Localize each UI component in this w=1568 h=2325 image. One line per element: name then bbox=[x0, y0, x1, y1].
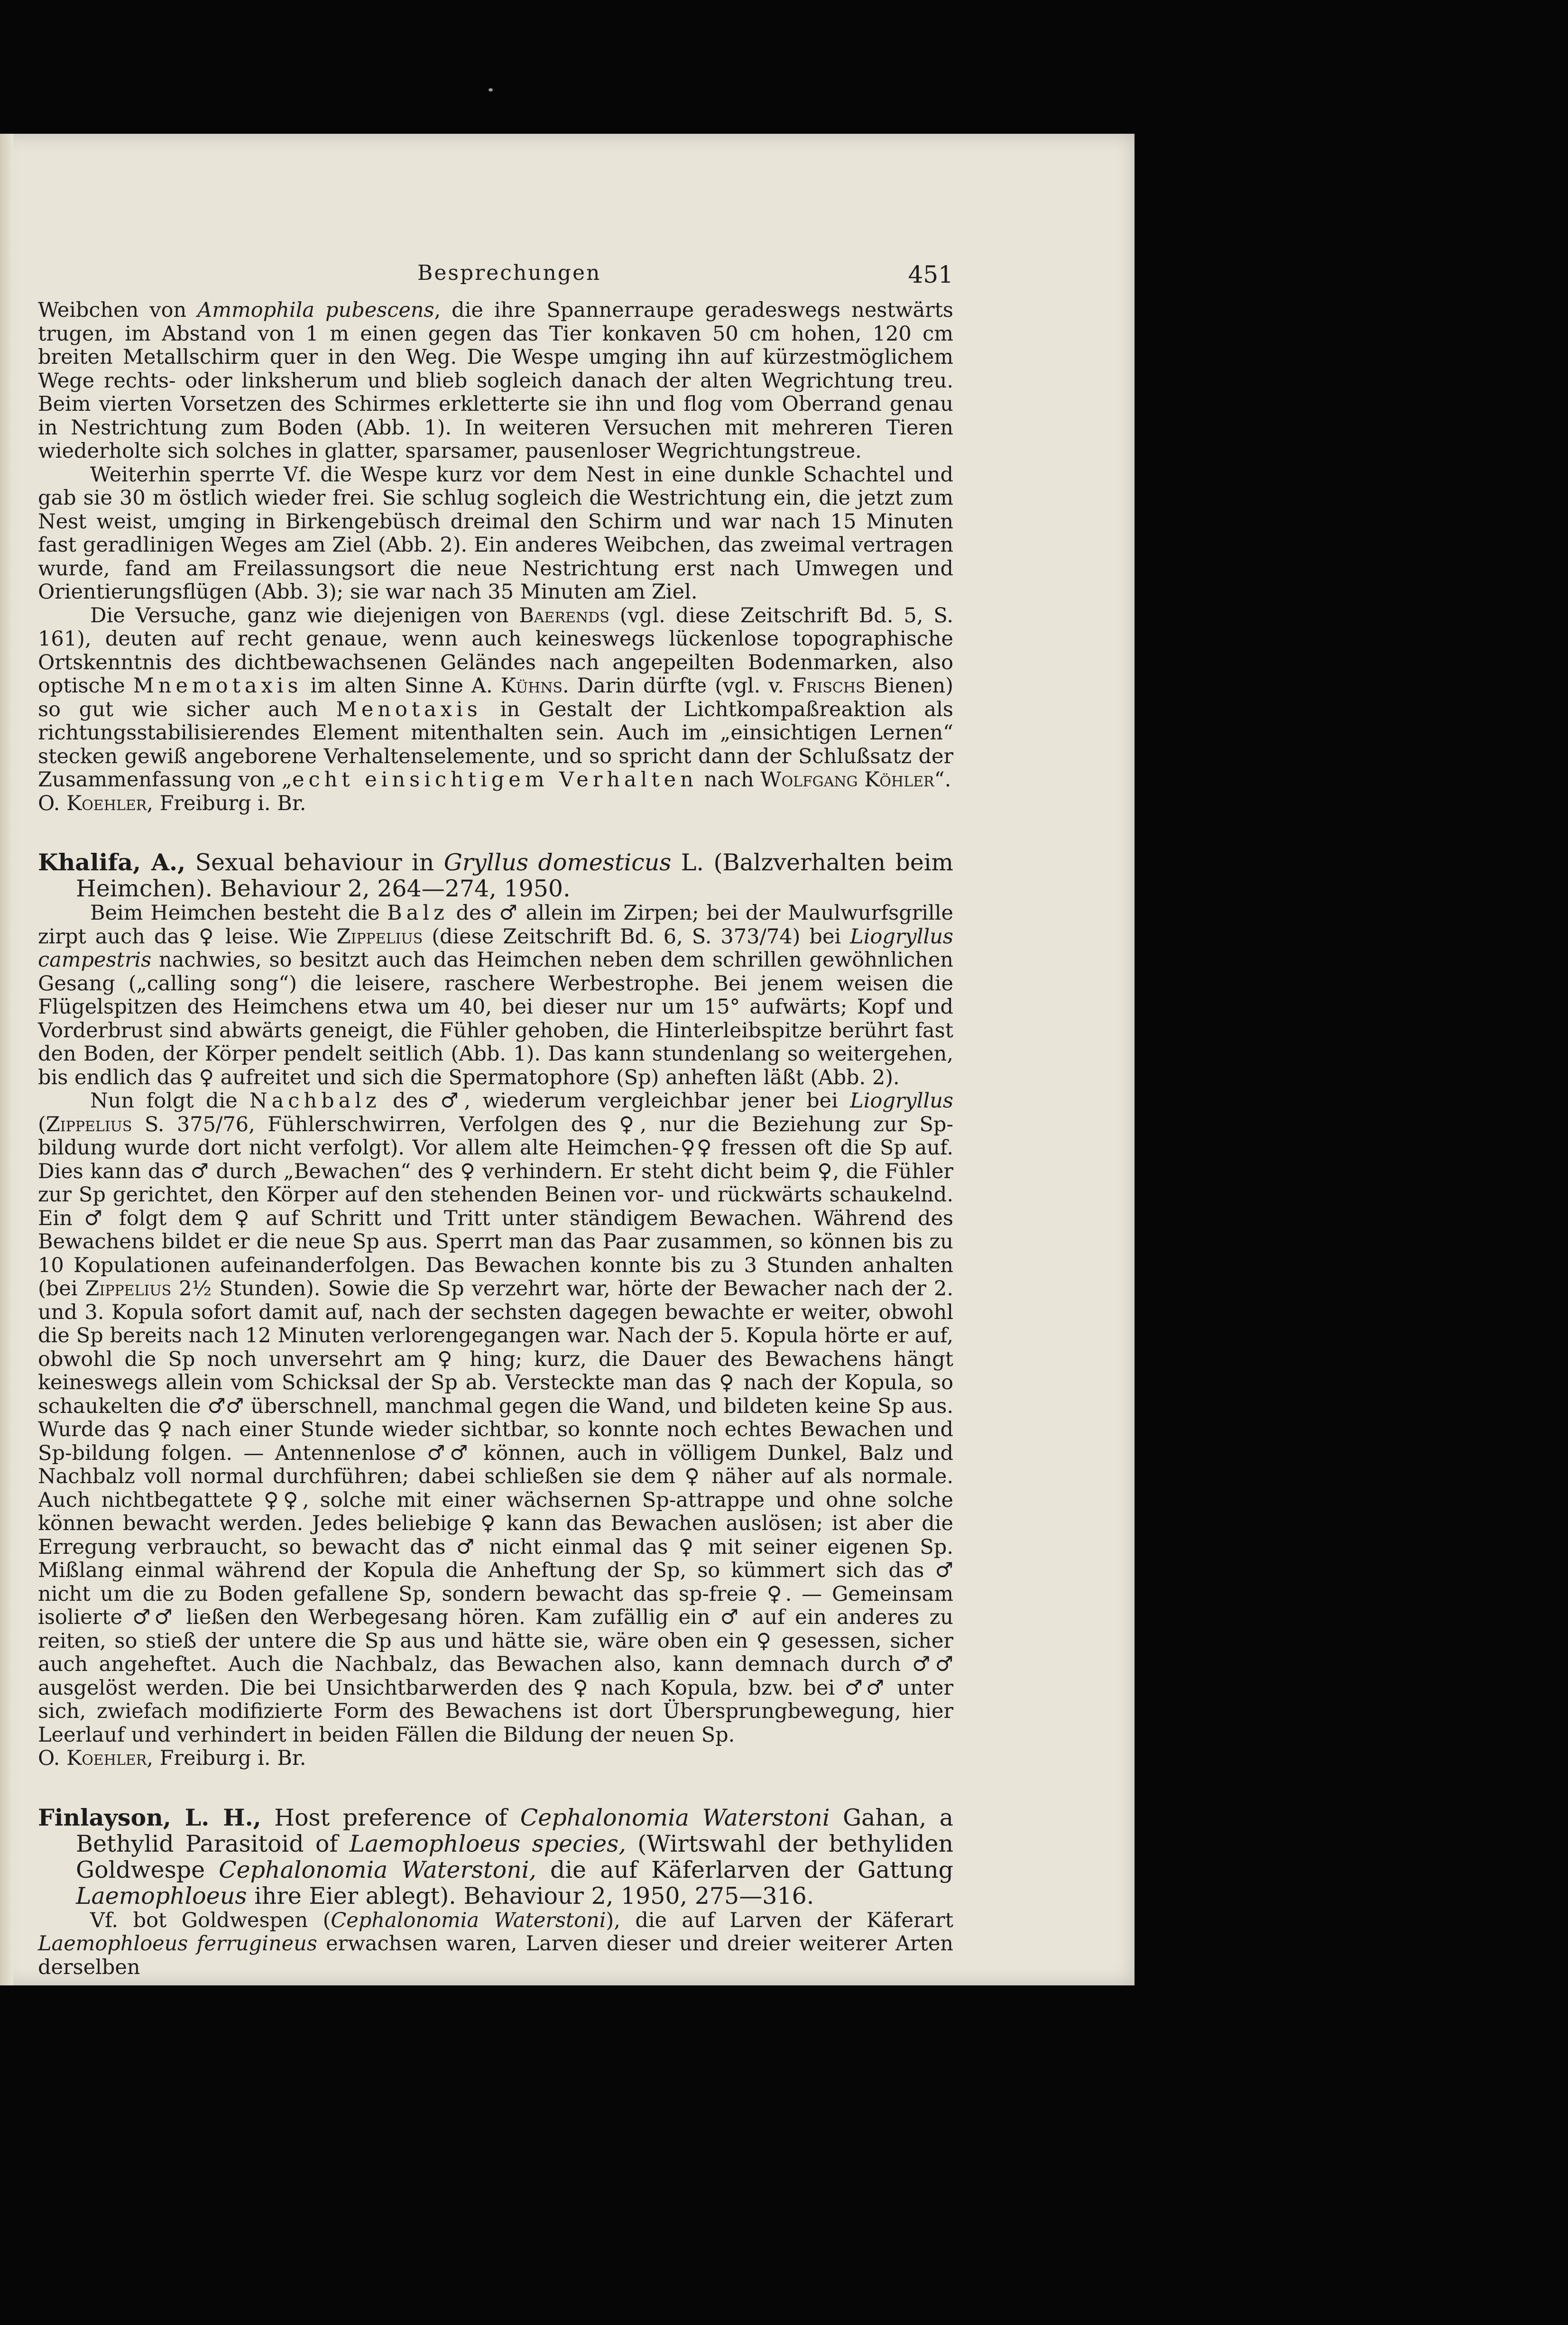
review3-heading: Finlayson, L. H., Host preference of Cephalonomia Waterstoni Gahan, a Bethylid Parasitoid of Laemophloeus species, (Wirtswahl der bethyliden Goldwespe Cephalonomia Waterstoni, die auf Käferlarven der Gattung Laemophloeus ihre Eier ablegt). Behaviour 2, 1950, 275—316. bbox=[38, 1803, 954, 1910]
review2-paragraph-2: Nun folgt die Nachbalz des ♂, wiederum vergleichbar jener bei Liogryllus (Zippelius S. 375/76, Fühlerschwirren, Verfolgen des ♀, nur die Beziehung zur Sp-bildung wurde dort nicht verfolgt). Vor allem alte Heimchen-♀♀ fressen oft die Sp auf. Dies kann das ♂ durch „Bewachen“ des ♀ verhindern. Er steht dicht beim ♀, die Fühler zur Sp gerichtet, den Körper auf den stehenden Beinen vor- und rückwärts schaukelnd. Ein ♂ folgt dem ♀ auf Schritt und Tritt unter ständigem Bewachen. Während des Bewachens bildet er die neue Sp aus. Sperrt man das Paar zusammen, so können bis zu 10 Kopulationen aufeinanderfolgen. Das Bewachen konnte bis zu 3 Stunden anhalten (bei Zippelius 2½ Stunden). Sowie die Sp verzehrt war, hörte der Bewacher nach der 2. und 3. Kopula sofort damit auf, nach der sechsten dagegen bewachte er weiter, obwohl die Sp bereits nach 12 Minuten verlorengegangen war. Nach der 5. Kopula hörte er auf, obwohl die Sp noch unversehrt am ♀ hing; kurz, die Dauer des Bewachens hängt keineswegs allein vom Schicksal der Sp ab. Versteckte man das ♀ nach der Kopula, so schaukelten die ♂♂ überschnell, manchmal gegen die Wand, und bildeten keine Sp aus. Wurde das ♀ nach einer Stunde wieder sichtbar, so konnte noch echtes Bewachen und Sp-bildung folgen. — Antennenlose ♂♂ können, auch in völligem Dunkel, Balz und Nachbalz voll normal durchführen; dabei schließen sie dem ♀ näher auf als normale. Auch nichtbegattete ♀♀, solche mit einer wächsernen Sp-attrappe und ohne solche können bewacht werden. Jedes beliebige ♀ kann das Bewachen auslösen; ist aber die Erregung verbraucht, so bewacht das ♂ nicht einmal das ♀ mit seiner eigenen Sp. Mißlang einmal während der Kopula die Anheftung der Sp, so kümmert sich das ♂ nicht um die zu Boden gefallene Sp, sondern bewacht das sp-freie ♀. — Gemeinsam isolierte ♂♂ ließen den Werbegesang hören. Kam zufällig ein ♂ auf ein anderes zu reiten, so stieß der untere die Sp aus und hätte sie, wäre oben ein ♀ gesessen, sicher auch angeheftet. Auch die Nachbalz, das Bewachen also, kann demnach durch ♂♂ ausgelöst werden. Die bei Unsichtbarwerden des ♀ nach Kopula, bzw. bei ♂♂ unter sich, zwiefach modifizierte Form des Bewachens ist dort Übersprungbewegung, hier Leerlauf und verhindert in beiden Fällen die Bildung der neuen Sp. bbox=[38, 1089, 953, 1747]
review2-paragraph-1: Beim Heimchen besteht die Balz des ♂ allein im Zirpen; bei der Maulwurfsgrille zirpt auch das ♀ leise. Wie Zippelius (diese Zeitschrift Bd. 6, S. 373/74) bei Liogryllus campestris nachwies, so besitzt auch das Heimchen neben dem schrillen gewöhnlichen Gesang („calling song“) die leisere, raschere Werbestrophe. Bei jenem weisen die Flügelspitzen des Heimchens etwa um 40, bei dieser nur um 15° aufwärts; Kopf und Vorderbrust sind abwärts geneigt, die Fühler gehoben, die Hinterleibspitze berührt fast den Boden, der Körper pendelt seitlich (Abb. 1). Das kann stundenlang so weitergehen, bis endlich das ♀ aufreitet und sich die Spermatophore (Sp) anheften läßt (Abb. 2). bbox=[38, 901, 953, 1089]
review3-paragraph-1: Vf. bot Goldwespen (Cephalonomia Waterstoni), die auf Larven der Käferart Laemophloeus ferrugineus erwachsen waren, Larven dieser und dreier weiterer Arten derselben bbox=[38, 1908, 953, 1979]
review2-signature: O. Koehler, Freiburg i. Br. bbox=[38, 1746, 306, 1770]
running-head bbox=[38, 261, 953, 299]
book-page bbox=[0, 134, 1134, 1985]
review1-paragraph-1: Weibchen von Ammophila pubescens, die ihre Spannerraupe geradeswegs nestwärts trugen, im Abstand von 1 m einen gegen das Tier konkaven 50 cm hohen, 120 cm breiten Metallschirm quer in den Weg. Die Wespe umging ihn auf kürzestmöglichem Wege rechts- oder linksherum und blieb sogleich danach der alten Wegrichtung treu. Beim vierten Vorsetzen des Schirmes erkletterte sie ihn und flog vom Oberrand genau in Nestrichtung zum Boden (Abb. 1). In weiteren Versuchen mit mehreren Tieren wiederholte sich solches in glatter, sparsamer, pausenloser Wegrichtungstreue. bbox=[38, 298, 953, 463]
dust-speck bbox=[489, 88, 493, 92]
page-content bbox=[38, 261, 953, 1979]
review2-heading: Khalifa, A., Sexual behaviour in Gryllus domesticus L. (Balzverhalten beim Heimchen). Behaviour 2, 264—274, 1950. bbox=[38, 849, 953, 902]
review1-paragraph-2: Weiterhin sperrte Vf. die Wespe kurz vor dem Nest in eine dunkle Schachtel und gab sie 30 m östlich wieder frei. Sie schlug sogleich die Westrichtung ein, die jetzt zum Nest weist, umging in Birkengebüsch dreimal den Schirm und war nach 15 Minuten fast geradlinigen Weges am Ziel (Abb. 2). Ein anderes Weibchen, das zweimal vertragen wurde, fand am Freilassungsort die neue Nestrichtung erst nach Umwegen und Orientierungsflügen (Abb. 3); sie war nach 35 Minuten am Ziel. bbox=[38, 462, 953, 604]
running-head-title: Besprechungen bbox=[417, 261, 601, 285]
review1-paragraph-3: Die Versuche, ganz wie diejenigen von Baerends (vgl. diese Zeitschrift Bd. 5, S. 161), deuten auf recht genaue, wenn auch keineswegs lückenlose topographische Ortskenntnis des dichtbewachsenen Geländes nach angepeilten Bodenmarken, also optische Mnemotaxis im alten Sinne A. Kühns. Darin dürfte (vgl. v. Frischs Bienen) so gut wie sicher auch Menotaxis in Gestalt der Lichtkompaßreaktion als richtungsstabilisierendes Element mitenthalten sein. Auch im „einsichtigen Lernen“ stecken gewiß angeborene Verhaltenselemente, und so spricht dann der Schlußsatz der Zusammenfassung von „echt einsichtigem Verhalten nach Wolfgang Köhler“. bbox=[38, 603, 953, 792]
page-edge-shadow bbox=[0, 134, 13, 1985]
review1-signature: O. Koehler, Freiburg i. Br. bbox=[38, 791, 306, 815]
page-number: 451 bbox=[908, 261, 953, 288]
